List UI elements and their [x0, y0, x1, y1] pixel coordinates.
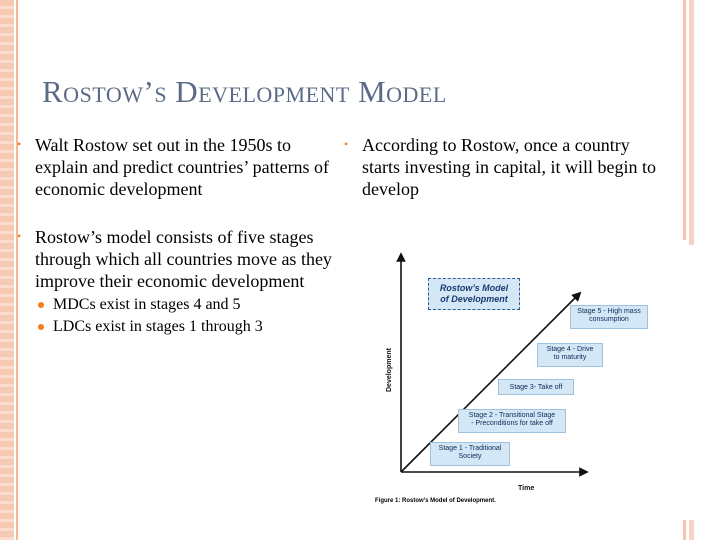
- bullet-icon: •: [17, 229, 22, 243]
- sub-bullet-text: LDCs exist in stages 1 through 3: [53, 318, 263, 335]
- x-axis-label: Time: [518, 485, 535, 492]
- stage-label: Society: [458, 453, 482, 460]
- sub-bullet-item: [35, 316, 334, 338]
- y-axis-label: Development: [386, 348, 393, 392]
- bullet-item: [341, 134, 661, 200]
- stage-label: Stage 1 - Traditional: [438, 445, 502, 452]
- bullet-item: [14, 134, 334, 200]
- model-title-line: of Development: [440, 294, 508, 304]
- right-column: [341, 134, 661, 200]
- bullet-icon: •: [344, 137, 349, 151]
- left-column: [14, 134, 334, 338]
- stage-4-box: [537, 343, 603, 367]
- bullet-icon: •: [17, 137, 22, 151]
- figure-caption: Figure 1: Rostow’s Model of Development.: [375, 498, 496, 504]
- model-title-line: Rostow’s Model: [439, 283, 509, 293]
- slide-right-decoration: [683, 520, 686, 540]
- sub-bullet-text: MDCs exist in stages 4 and 5: [53, 296, 241, 313]
- stage-label: - Preconditions for take off: [471, 420, 553, 427]
- stage-label: consumption: [589, 316, 629, 323]
- bullet-text: According to Rostow, once a country starts investing in capital, it will begin to develop: [362, 135, 656, 199]
- slide-right-decoration: [683, 0, 686, 240]
- slide-right-decoration: [689, 520, 694, 540]
- stage-1-box: [430, 442, 510, 466]
- stage-2-box: [458, 409, 566, 433]
- stage-label: Stage 2 - Transitional Stage: [468, 412, 556, 419]
- model-title-box: [428, 278, 520, 310]
- stage-label: Stage 3- Take off: [509, 384, 563, 391]
- slide-right-decoration: [689, 0, 694, 245]
- bullet-text: Rostow’s model consists of five stages through which all countries move as they improve their economic development: [35, 227, 332, 291]
- stage-label: Stage 4 - Drive: [546, 346, 594, 353]
- rostow-model-figure: [372, 252, 594, 510]
- sub-bullet-icon: [38, 324, 44, 330]
- slide-left-border: [0, 0, 14, 540]
- bullet-text: Walt Rostow set out in the 1950s to explain and predict countries’ patterns of economic development: [35, 135, 330, 199]
- sub-bullet-list: [35, 294, 334, 338]
- sub-bullet-item: [35, 294, 334, 316]
- stage-label: Stage 5 - High mass: [577, 308, 641, 315]
- slide-title: Rostow’s Development Model: [42, 74, 447, 109]
- stage-5-box: [570, 305, 648, 329]
- sub-bullet-icon: [38, 302, 44, 308]
- stage-3-box: [498, 379, 574, 395]
- bullet-item: [14, 226, 334, 338]
- stage-label: to maturity: [553, 354, 587, 361]
